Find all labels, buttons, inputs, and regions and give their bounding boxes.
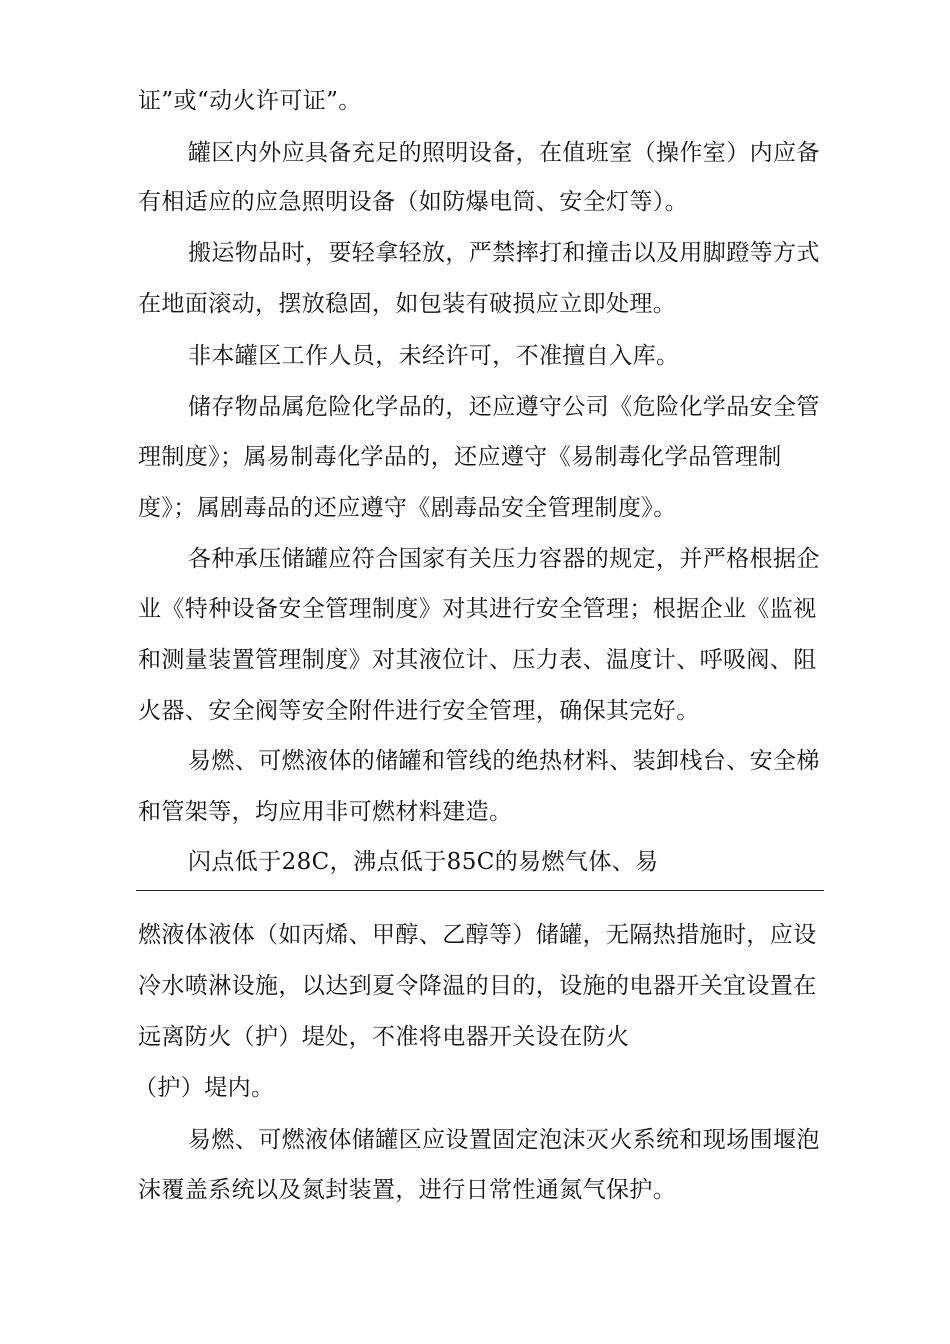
text-line-1: 证”或“动火许可证”。 <box>138 88 362 114</box>
text-line-10: 各种承压储罐应符合国家有关压力容器的规定，并严格根据企 <box>188 546 820 572</box>
text-line-17: 燃液体液体（如丙烯、甲醇、乙醇等）储罐，无隔热措施时，应设 <box>138 922 817 948</box>
text-line-2: 罐区内外应具备充足的照明设备，在值班室（操作室）内应备 <box>188 140 820 166</box>
text-line-13: 火器、安全阀等安全附件进行安全管理，确保其完好。 <box>138 698 700 724</box>
text-line-9: 度》；属剧毒品的还应遵守《剧毒品安全管理制度》。 <box>138 495 677 521</box>
text-line-5: 在地面滚动，摆放稳固，如包装有破损应立即处理。 <box>138 291 677 317</box>
text-line-20: （护）堤内。 <box>134 1075 275 1101</box>
text-line-15: 和管架等，均应用非可燃材料建造。 <box>138 799 513 825</box>
text-line-6: 非本罐区工作人员，未经许可，不准擅自入库。 <box>188 343 680 369</box>
page-divider <box>136 890 824 891</box>
text-line-21: 易燃、可燃液体储罐区应设置固定泡沫灭火系统和现场围堰泡 <box>188 1127 820 1153</box>
text-line-8: 理制度》；属易制毒化学品的，还应遵守《易制毒化学品管理制 <box>138 444 782 470</box>
text-line-3: 有相适应的应急照明设备（如防爆电筒、安全灯等）。 <box>138 189 689 215</box>
text-line-4: 搬运物品时，要轻拿轻放，严禁摔打和撞击以及用脚蹬等方式 <box>188 240 820 266</box>
text-line-11: 业《特种设备安全管理制度》对其进行安全管理；根据企业《监视 <box>138 596 817 622</box>
text-line-12: 和测量装置管理制度》对其液位计、压力表、温度计、呼吸阀、阻 <box>138 647 817 673</box>
text-line-7: 储存物品属危险化学品的，还应遵守公司《危险化学品安全管 <box>188 394 820 420</box>
text-line-22: 沫覆盖系统以及氮封装置，进行日常性通氮气保护。 <box>138 1177 677 1203</box>
text-line-18: 冷水喷淋设施，以达到夏令降温的目的，设施的电器开关宜设置在 <box>138 973 817 999</box>
text-line-14: 易燃、可燃液体的储罐和管线的绝热材料、装卸栈台、安全梯 <box>188 748 820 774</box>
text-line-16: 闪点低于28C，沸点低于85C的易燃气体、易 <box>188 849 659 875</box>
text-line-19: 远离防火（护）堤处，不准将电器开关设在防火 <box>138 1024 630 1050</box>
